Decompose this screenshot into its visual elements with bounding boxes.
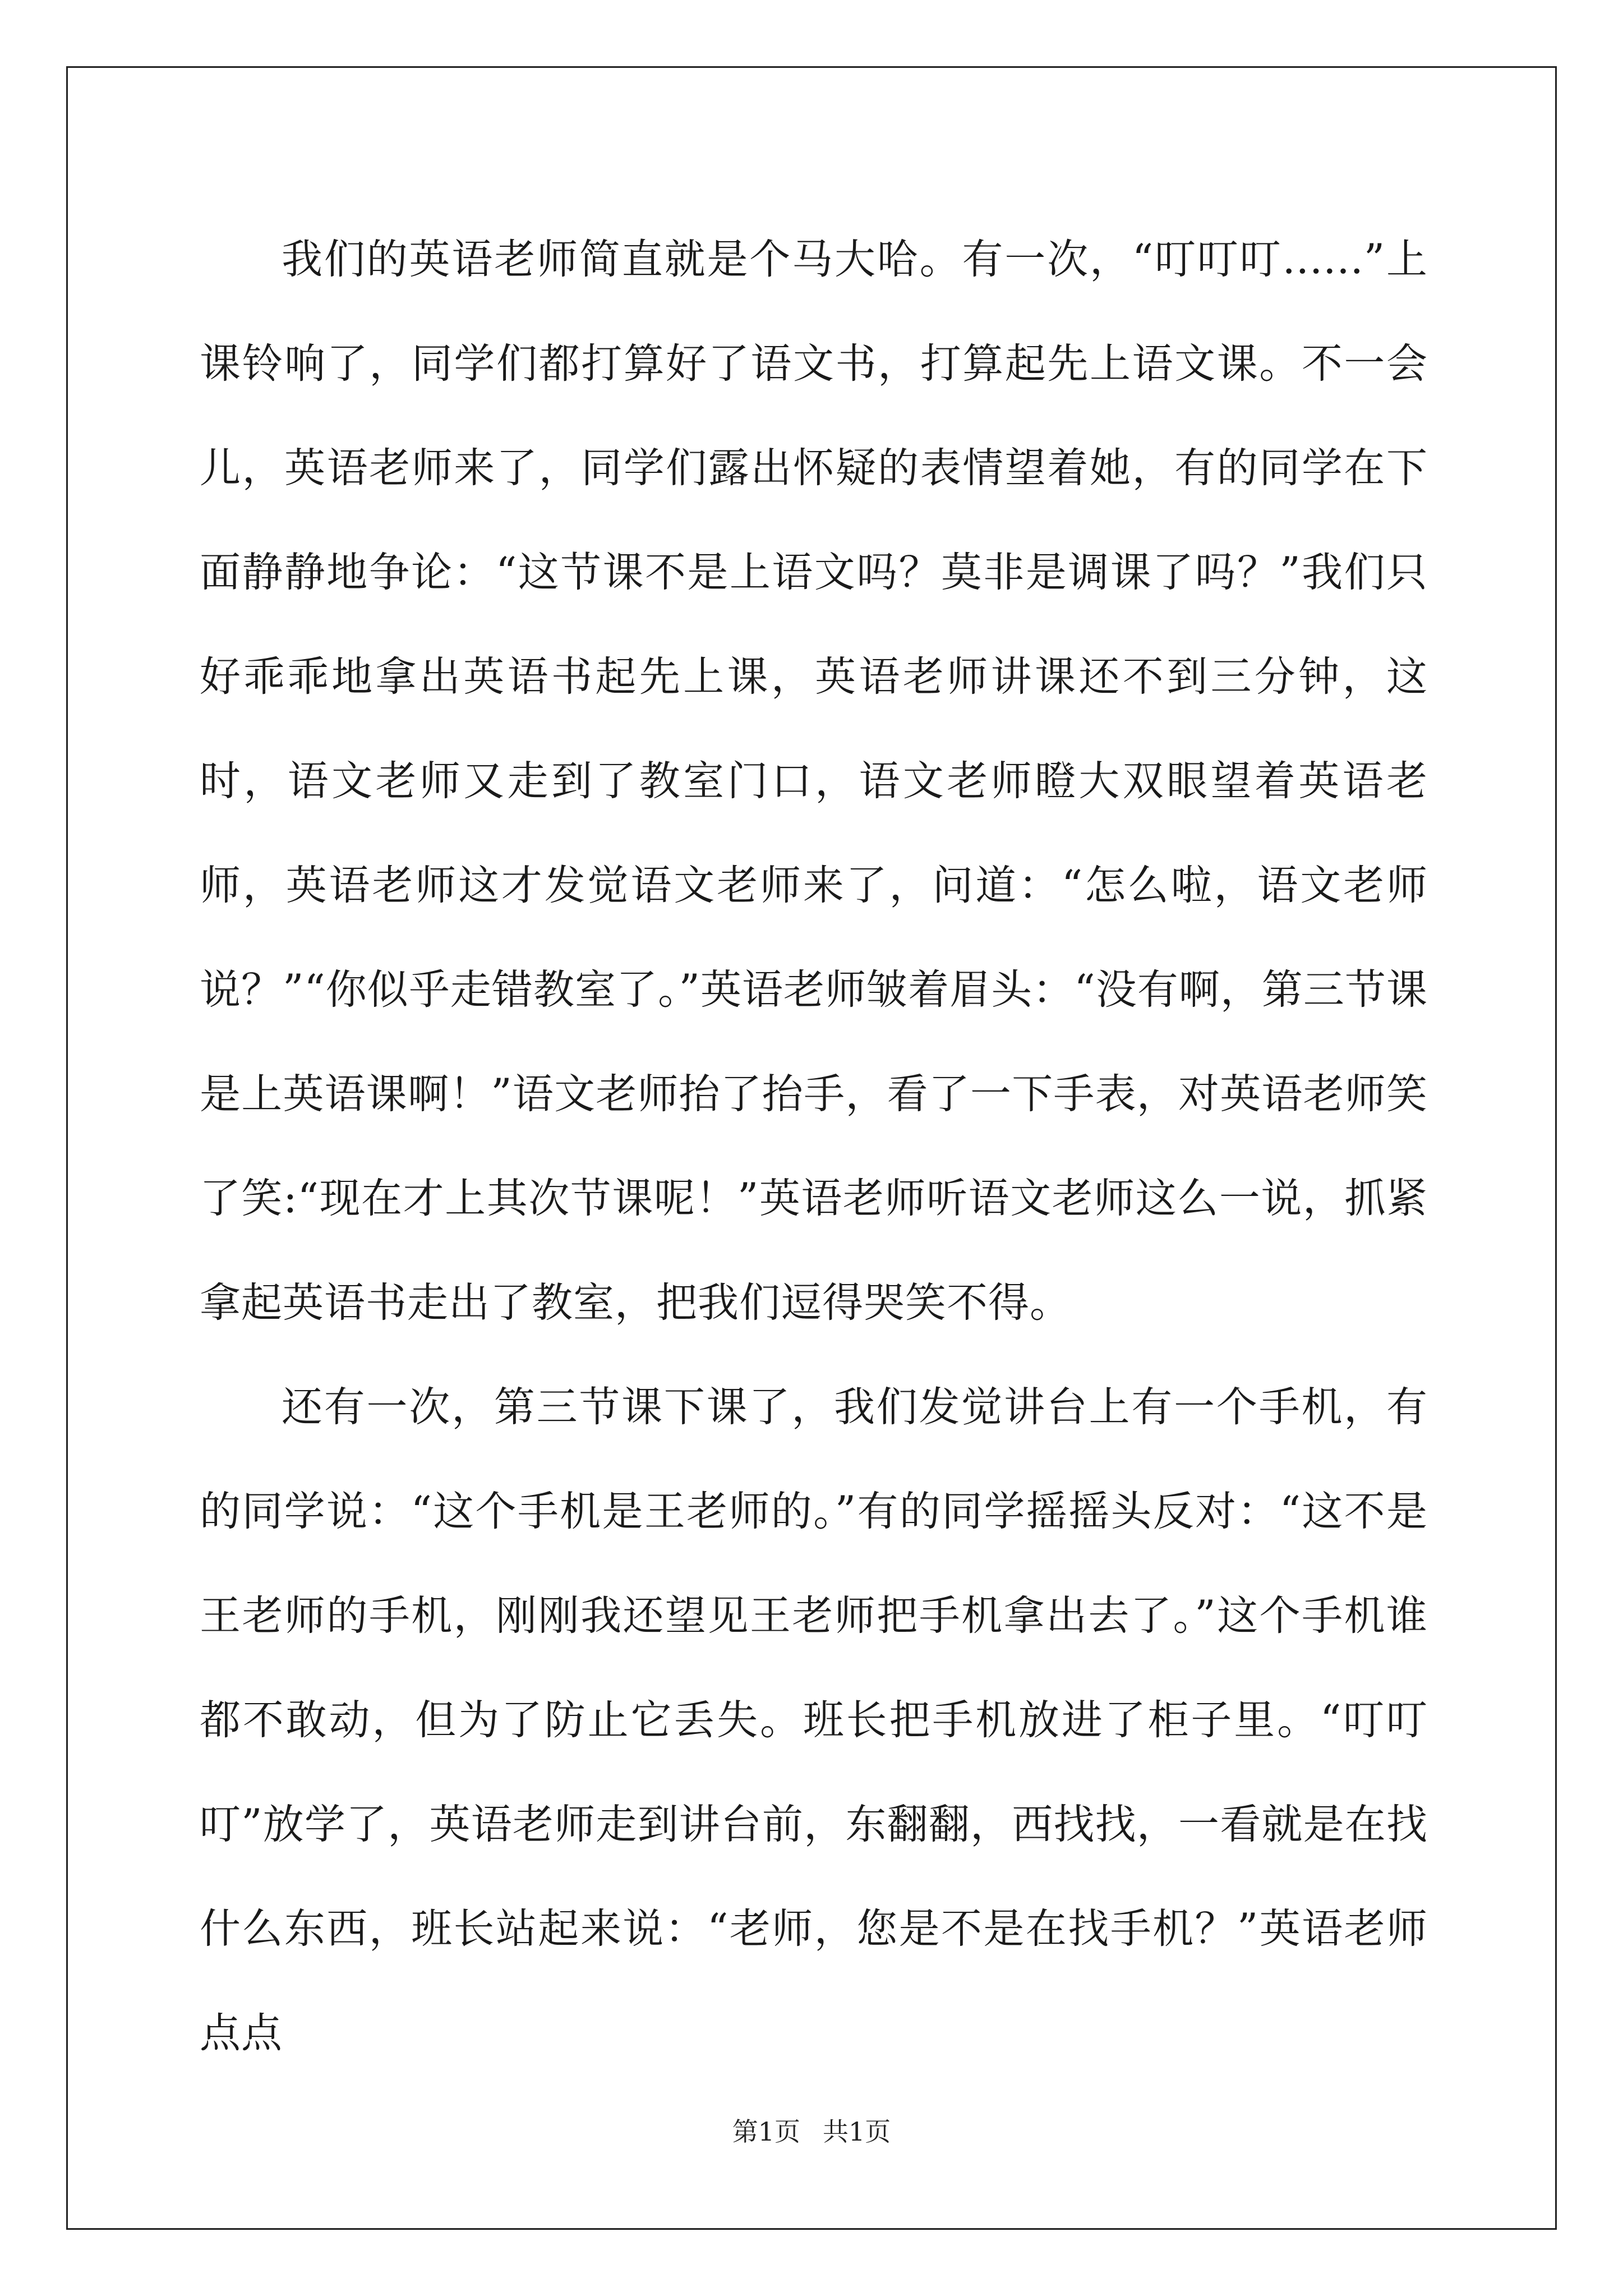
document-body bbox=[200, 208, 1428, 2086]
page-total: 共1页 bbox=[823, 2116, 891, 2147]
paragraph-2: 还有一次，第三节课下课了，我们发觉讲台上有一个手机，有的同学说：“这个手机是王老师的。”有的同学摇摇头反对：“这不是王老师的手机，刚刚我还望见王老师把手机拿出去了。”这个手机谁都不敢动，但为了防止它丢失。班长把手机放进了柜子里。“叮叮叮”放学了，英语老师走到讲台前，东翻翻，西找找，一看就是在找什么东西，班长站起来说：“老师，您是不是在找手机？”英语老师点点 bbox=[200, 1383, 1428, 2057]
paragraph-1: 我们的英语老师简直就是个马大哈。有一次，“叮叮叮......”上课铃响了，同学们都打算好了语文书，打算起先上语文课。不一会儿，英语老师来了，同学们露出怀疑的表情望着她，有的同学在下面静静地争论：“这节课不是上语文吗？莫非是调课了吗？”我们只好乖乖地拿出英语书起先上课，英语老师讲课还不到三分钟，这时，语文老师又走到了教室门口，语文老师瞪大双眼望着英语老师，英语老师这才发觉语文老师来了，问道：“怎么啦，语文老师说？”“你似乎走错教室了。”英语老师皱着眉头：“没有啊，第三节课是上英语课啊！”语文老师抬了抬手，看了一下手表，对英语老师笑了笑:“现在才上其次节课呢！”英语老师听语文老师这么一说，抓紧拿起英语书走出了教室，把我们逗得哭笑不得。 bbox=[200, 236, 1428, 1327]
page-number: 第1页 bbox=[732, 2116, 800, 2147]
page-footer bbox=[0, 2115, 1623, 2148]
